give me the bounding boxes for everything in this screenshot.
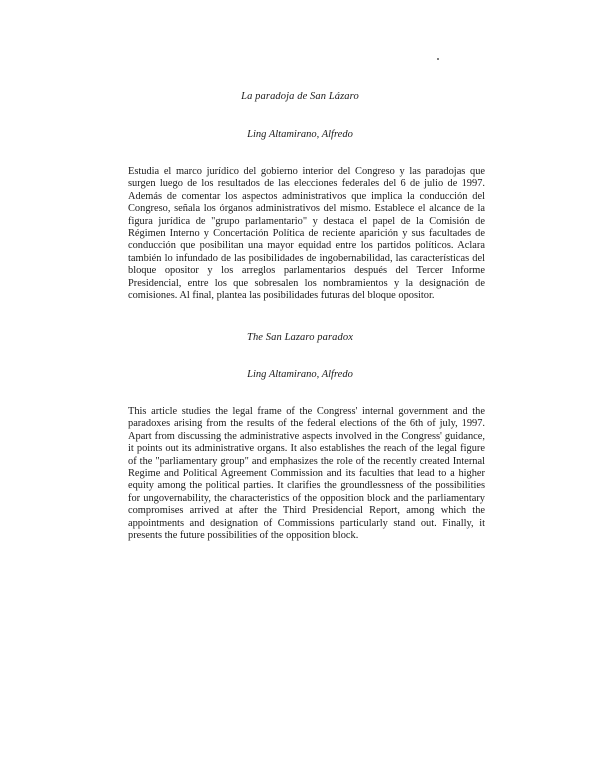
spanish-abstract: Estudia el marco jurídico del gobierno interior del Congreso y las paradojas que surgen luego de los resultados de las elecciones federales del 6 de julio de 1997. Además de comentar los aspectos administrativos que implica la conducción del Congreso, señala los órganos administrativos del mismo. Establece el alcance de la figura jurídica de "grupo parlamentario" y destaca el papel de la Comisión de Régimen Interno y Concertación Política de reciente aparición y sus facultades de conducción que posibilitan una mayor equidad entre los partidos políticos. Aclara también lo infundado de las posibilidades de ingobernabilidad, las características del bloque opositor y los arreglos parlamentarios después del Tercer Informe Presidencial, entre los que sobresalen los nombramientos y la designación de comisiones. Al final, plantea las posibilidades futuras del bloque opositor. xyxy=(128,166,485,302)
scan-speck xyxy=(437,58,439,60)
english-author: Ling Altamirano, Alfredo xyxy=(247,369,353,380)
english-title: The San Lazaro paradox xyxy=(247,332,353,343)
english-abstract: This article studies the legal frame of the Congress' internal government and the paradoxes arising from the results of the federal elections of the 6th of july, 1997. Apart from discussing the administrative aspects involved in the Congress' guidance, it points out its administrative organs. It also establishes the reach of the legal figure of the "parliamentary group" and emphasizes the role of the recently created Internal Regime and Political Agreement Commission and its faculties that lead to a higher equity among the political parties. It clarifies the groundlessness of the possibilities for ungovernability, the characteristics of the opposition block and the parliamentary compromises arrived at after the Third Presidencial Report, among which the appointments and designation of Commissions particularly stand out. Finally, it presents the future possibilities of the opposition block. xyxy=(128,406,485,542)
spanish-title: La paradoja de San Lázaro xyxy=(241,91,359,102)
spanish-author: Ling Altamirano, Alfredo xyxy=(247,129,353,140)
